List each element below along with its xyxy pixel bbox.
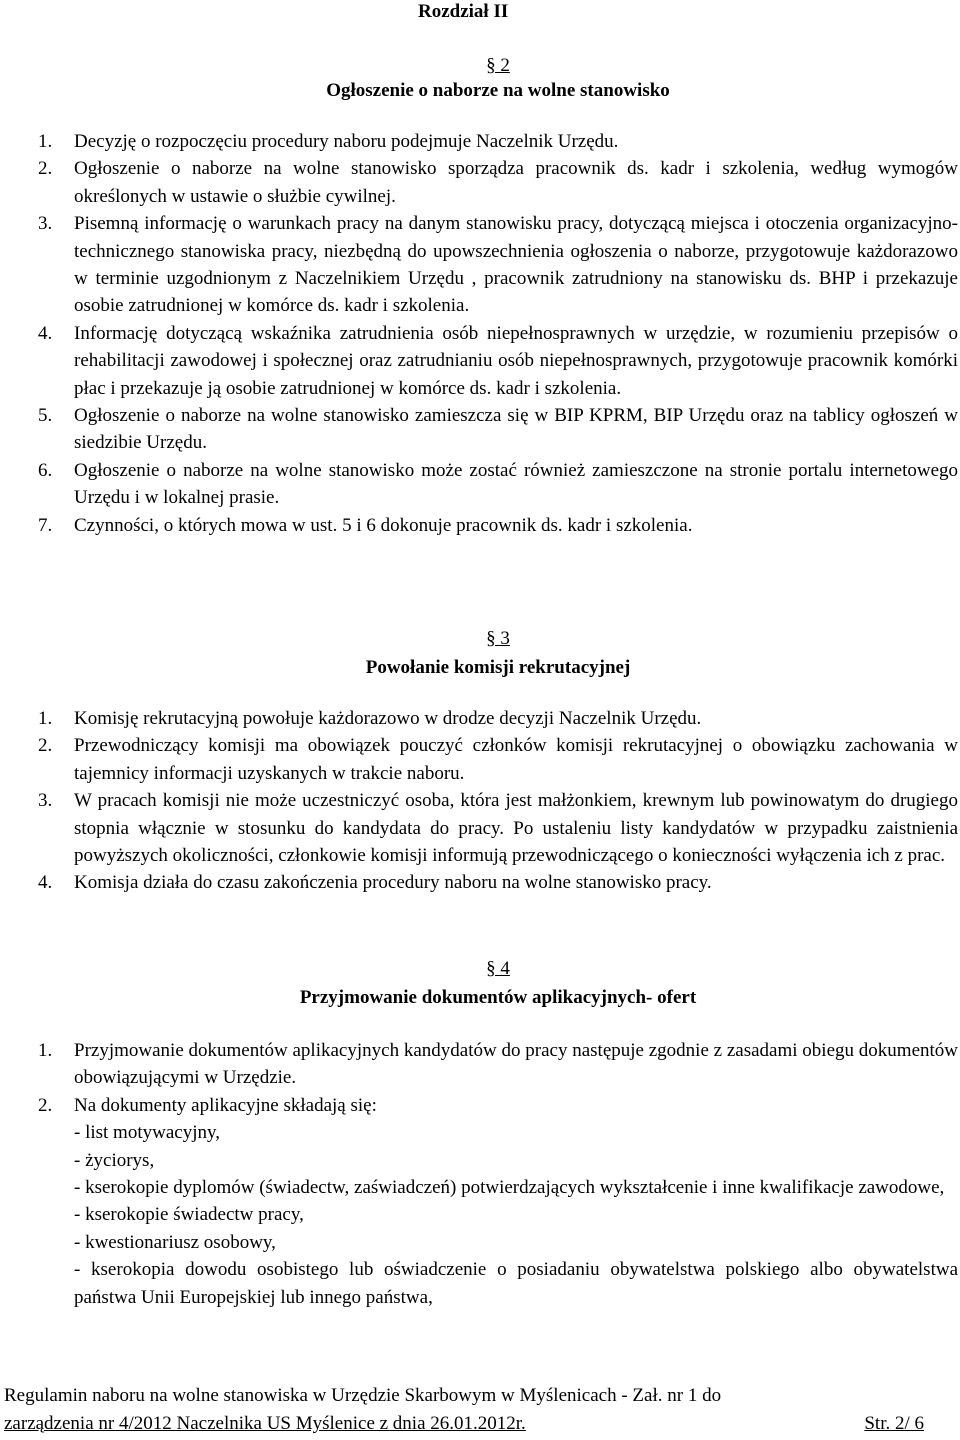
list-item: 5. Ogłoszenie o naborze na wolne stanowisko zamieszcza się w BIP KPRM, BIP Urzędu oraz na tablicy ogłoszeń w siedzibie Urzędu. bbox=[38, 405, 958, 454]
section-4-list bbox=[38, 1037, 958, 1311]
sublist-item: - list motywacyjny, bbox=[74, 1122, 220, 1144]
section-4 bbox=[38, 955, 958, 1011]
list-item: 1. Komisję rekrutacyjną powołuje każdorazowo w drodze decyzji Naczelnik Urzędu. bbox=[38, 708, 702, 729]
list-item: 7. Czynności, o których mowa w ust. 5 i 6 dokonuje pracownik ds. kadr i szkolenia. bbox=[38, 514, 693, 536]
section-3-list bbox=[38, 705, 958, 897]
list-item: 2. Na dokumenty aplikacyjne składają się: - list motywacyjny, - życiorys, - kserokopie dyplomów (świadectw, zaświadczeń) potwierdzających wykształcenie i inne kwalifikacje zawodowe, - kserokopie świadectw pracy, - kwestionariusz osobowy, - kserokopia dowodu osobistego lub oświadczenie o posiadaniu obywatelstwa polskiego albo obywatelstwa państwa Unii Europejskiej lub innego państwa, bbox=[38, 1092, 958, 1311]
section-title: Przyjmowanie dokumentów aplikacyjnych- ofert bbox=[299, 987, 697, 1008]
sublist-item: - kserokopia dowodu osobistego lub oświadczenie o posiadaniu obywatelstwa polskiego albo obywatelstwa państwa Unii Europejskiej lub innego państwa, bbox=[74, 1259, 958, 1308]
sublist-item: - kserokopie dyplomów (świadectw, zaświadczeń) potwierdzających wykształcenie i inne kwalifikacje zawodowe, bbox=[74, 1177, 945, 1199]
footer-document-ref: zarządzenia nr 4/2012 Naczelnika US Myślenice z dnia 26.01.2012r. bbox=[4, 1413, 526, 1434]
list-item: 6. Ogłoszenie o naborze na wolne stanowisko może zostać również zamieszczone na stronie portalu internetowego Urzędu i w lokalnej prasie. bbox=[38, 459, 958, 509]
list-item: 4. Informację dotyczącą wskaźnika zatrudnienia osób niepełnosprawnych w urzędzie, w rozumieniu przepisów o rehabilitacji zawodowej i społecznej oraz zatrudnianiu osób niepełnosprawnych, przygotowuje pracownik komórki płac i przekazuje ją osobie zatrudnionej w komórce ds. kadr i szkolenia. bbox=[38, 322, 958, 399]
footer-line-2 bbox=[4, 1410, 924, 1438]
section-title: Powołanie komisji rekrutacyjnej bbox=[365, 657, 631, 678]
section-sign: § 3 bbox=[486, 628, 510, 649]
list-item: 4. Komisja działa do czasu zakończenia procedury naboru na wolne stanowisko pracy. bbox=[38, 872, 712, 894]
page-number: Str. 2/ 6 bbox=[864, 1413, 924, 1434]
list-item: 1. Przyjmowanie dokumentów aplikacyjnych kandydatów do pracy następuje zgodnie z zasadami obiegu dokumentów obowiązującymi w Urzędzie. bbox=[38, 1040, 958, 1089]
list-item: 3. W pracach komisji nie może uczestniczyć osoba, która jest małżonkiem, krewnym lub powinowatym do drugiego stopnia włącznie w stosunku do kandydata do pracy. Po ustaleniu listy kandydatów w przypadku zaistnienia powyższych okoliczności, członkowie komisji informują przewodniczącego o konieczności wyłączenia ich z prac. bbox=[38, 790, 958, 867]
section-sign: § 4 bbox=[486, 958, 510, 979]
sublist-item: - kwestionariusz osobowy, bbox=[74, 1231, 276, 1253]
section-title: Ogłoszenie o naborze na wolne stanowisko bbox=[326, 80, 670, 101]
list-item: 3. Pisemną informację o warunkach pracy na danym stanowisku pracy, dotyczącą miejsca i otoczenia organizacyjno-technicznego stanowiska pracy, niezbędną do upowszechnienia ogłoszenia o naborze, przygotowuje każdorazowo w terminie uzgodnionym z Naczelnikiem Urzędu , pracownik zatrudniony na stanowisku ds. BHP i przekazuje osobie zatrudnionej w komórce ds. kadr i szkolenia. bbox=[38, 213, 958, 317]
list-item: 2. Przewodniczący komisji ma obowiązek pouczyć członków komisji rekrutacyjnej o obowiązku zachowania w tajemnicy informacji uzyskanych w trakcie naboru. bbox=[38, 735, 958, 784]
footer-line-1: Regulamin naboru na wolne stanowiska w Urzędzie Skarbowym w Myślenicach - Zał. nr 1 do bbox=[4, 1385, 722, 1406]
sublist-item: - kserokopie świadectw pracy, bbox=[74, 1204, 304, 1226]
chapter-title: Rozdział II bbox=[418, 1, 509, 22]
page-footer bbox=[0, 1382, 960, 1438]
list-item: 1. Decyzję o rozpoczęciu procedury naboru podejmuje Naczelnik Urzędu. bbox=[38, 131, 619, 152]
list-item: 2. Ogłoszenie o naborze na wolne stanowisko sporządza pracownik ds. kadr i szkolenia, według wymogów określonych w ustawie o służbie cywilnej. bbox=[38, 158, 958, 207]
sublist-item: - życiorys, bbox=[74, 1149, 155, 1171]
section-2-list bbox=[38, 128, 958, 539]
section-2 bbox=[38, 52, 958, 104]
section-sign: § 2 bbox=[486, 55, 510, 76]
section-3 bbox=[38, 625, 958, 681]
